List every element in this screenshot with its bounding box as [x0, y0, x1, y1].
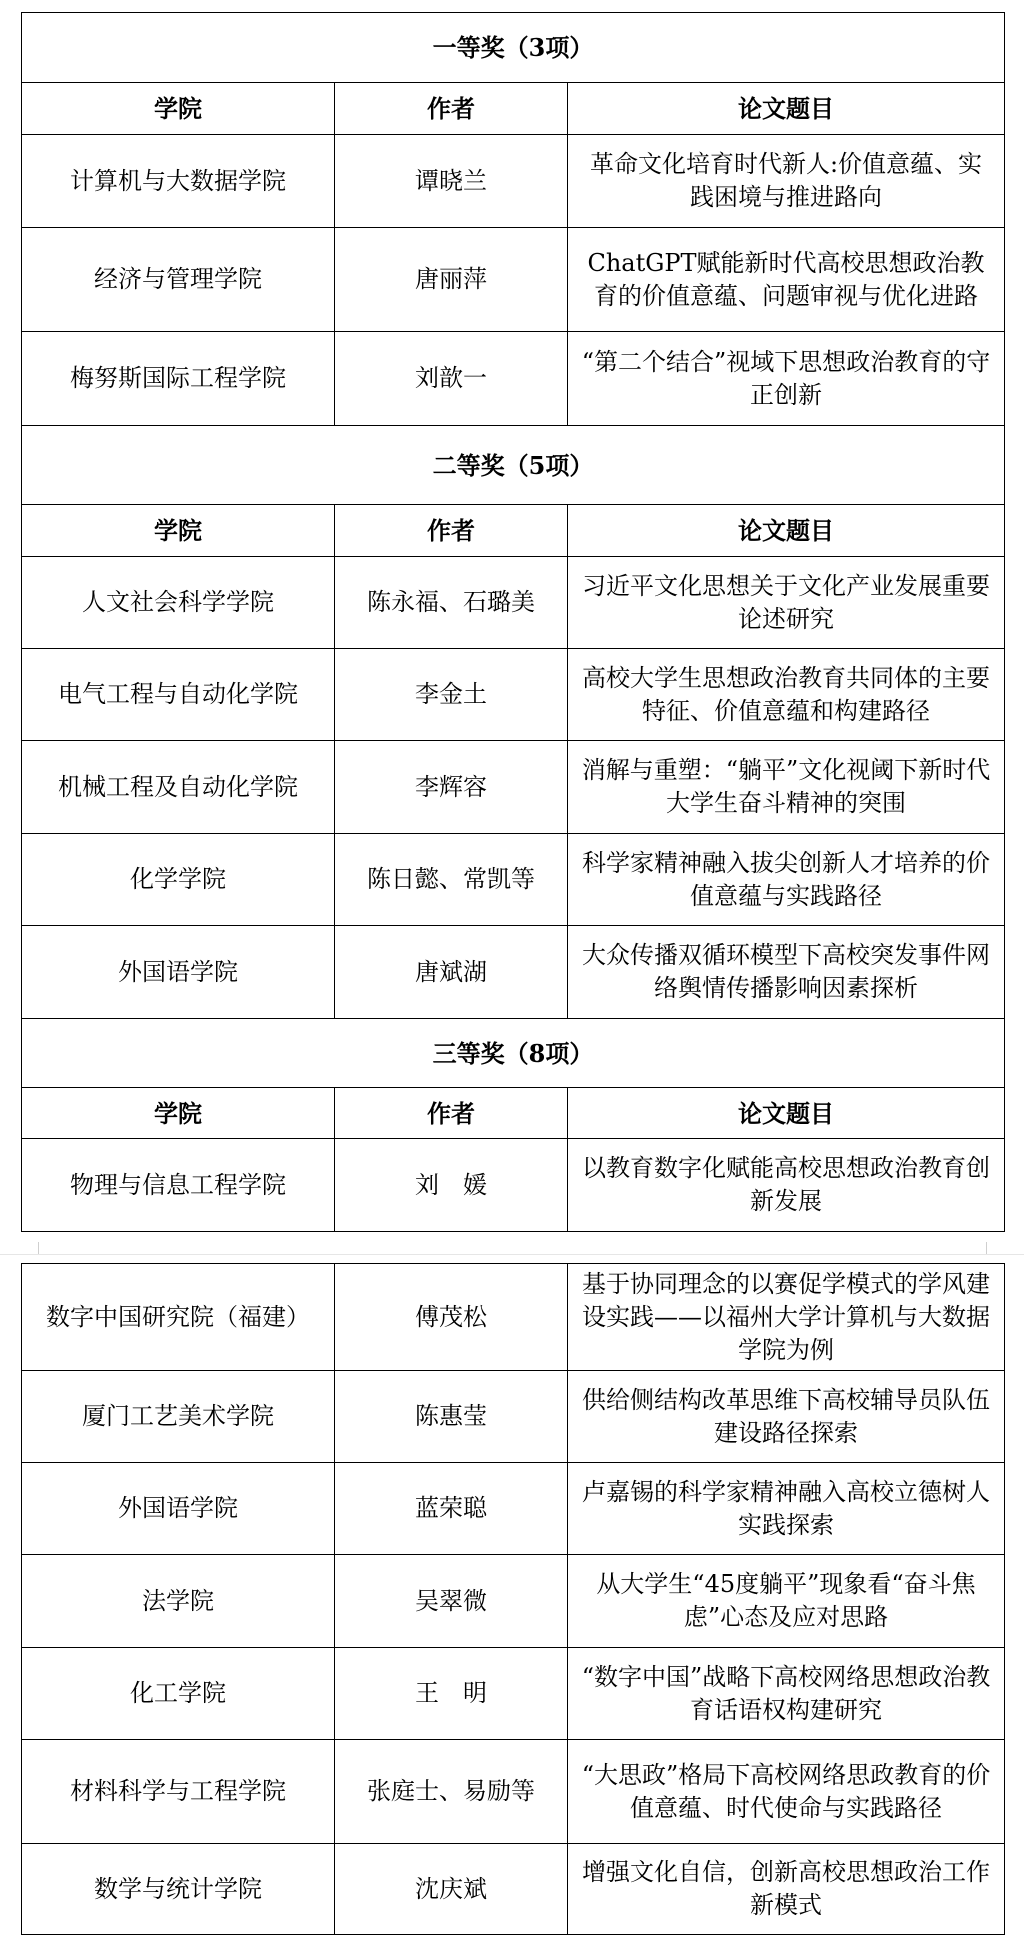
header-author: 作者 [335, 1088, 568, 1139]
table-row [22, 834, 1005, 926]
section-row-third-prize [22, 1019, 1005, 1088]
paper-title-cell: ChatGPT赋能新时代高校思想政治教育的价值意蕴、问题审视与优化进路 [568, 228, 1005, 332]
author-cell: 陈惠莹 [335, 1371, 568, 1463]
table-row [22, 1648, 1005, 1740]
college-cell: 材料科学与工程学院 [22, 1740, 335, 1844]
table-row [22, 135, 1005, 228]
header-college: 学院 [22, 1088, 335, 1139]
page-corner-mark [986, 1242, 987, 1254]
awards-table-page-2 [21, 1263, 1005, 1935]
college-cell: 外国语学院 [22, 1463, 335, 1555]
author-cell: 刘歆一 [335, 332, 568, 426]
author-cell: 唐丽萍 [335, 228, 568, 332]
table-row [22, 1463, 1005, 1555]
college-cell: 物理与信息工程学院 [22, 1139, 335, 1232]
paper-title-cell: 科学家精神融入拔尖创新人才培养的价值意蕴与实践路径 [568, 834, 1005, 926]
college-cell: 电气工程与自动化学院 [22, 649, 335, 741]
section-title-third-prize: 三等奖（8项） [22, 1019, 1005, 1088]
header-title: 论文题目 [568, 83, 1005, 135]
paper-title-cell: 卢嘉锡的科学家精神融入高校立德树人实践探索 [568, 1463, 1005, 1555]
section-title-first-prize: 一等奖（3项） [22, 13, 1005, 83]
author-cell: 张庭士、易励等 [335, 1740, 568, 1844]
table-row [22, 1139, 1005, 1232]
author-cell: 吴翠微 [335, 1555, 568, 1648]
header-author: 作者 [335, 505, 568, 557]
college-cell: 数学与统计学院 [22, 1844, 335, 1935]
paper-title-cell: 革命文化培育时代新人:价值意蕴、实践困境与推进路向 [568, 135, 1005, 228]
section-title-second-prize: 二等奖（5项） [22, 426, 1005, 505]
awards-table-page-1 [21, 12, 1005, 1232]
college-cell: 化工学院 [22, 1648, 335, 1740]
table-row [22, 557, 1005, 649]
header-college: 学院 [22, 83, 335, 135]
table-row [22, 332, 1005, 426]
table-row [22, 1844, 1005, 1935]
table-row [22, 1555, 1005, 1648]
paper-title-cell: 从大学生“45度躺平”现象看“奋斗焦虑”心态及应对思路 [568, 1555, 1005, 1648]
header-title: 论文题目 [568, 1088, 1005, 1139]
author-cell: 李金土 [335, 649, 568, 741]
college-cell: 外国语学院 [22, 926, 335, 1019]
table-row [22, 228, 1005, 332]
author-cell: 谭晓兰 [335, 135, 568, 228]
table-row [22, 741, 1005, 834]
paper-title-cell: 供给侧结构改革思维下高校辅导员队伍建设路径探索 [568, 1371, 1005, 1463]
section-row-first-prize [22, 13, 1005, 83]
header-row [22, 1088, 1005, 1139]
table-row [22, 926, 1005, 1019]
header-college: 学院 [22, 505, 335, 557]
author-cell: 傅茂松 [335, 1264, 568, 1371]
paper-title-cell: 以教育数字化赋能高校思想政治教育创新发展 [568, 1139, 1005, 1232]
page-break-line [0, 1254, 1024, 1256]
author-cell: 蓝荣聪 [335, 1463, 568, 1555]
paper-title-cell: 消解与重塑：“躺平”文化视阈下新时代大学生奋斗精神的突围 [568, 741, 1005, 834]
header-title: 论文题目 [568, 505, 1005, 557]
paper-title-cell: 大众传播双循环模型下高校突发事件网络舆情传播影响因素探析 [568, 926, 1005, 1019]
paper-title-cell: 习近平文化思想关于文化产业发展重要论述研究 [568, 557, 1005, 649]
page-corner-mark [38, 1242, 39, 1254]
author-cell: 陈日懿、常凯等 [335, 834, 568, 926]
author-cell: 沈庆斌 [335, 1844, 568, 1935]
header-author: 作者 [335, 83, 568, 135]
author-cell: 陈永福、石璐美 [335, 557, 568, 649]
college-cell: 机械工程及自动化学院 [22, 741, 335, 834]
paper-title-cell: “数字中国”战略下高校网络思想政治教育话语权构建研究 [568, 1648, 1005, 1740]
author-cell: 唐斌湖 [335, 926, 568, 1019]
table-row [22, 1264, 1005, 1371]
table-row [22, 1371, 1005, 1463]
paper-title-cell: 增强文化自信，创新高校思想政治工作新模式 [568, 1844, 1005, 1935]
paper-title-cell: “第二个结合”视域下思想政治教育的守正创新 [568, 332, 1005, 426]
paper-title-cell: “大思政”格局下高校网络思政教育的价值意蕴、时代使命与实践路径 [568, 1740, 1005, 1844]
college-cell: 数字中国研究院（福建） [22, 1264, 335, 1371]
author-cell: 李辉容 [335, 741, 568, 834]
college-cell: 梅努斯国际工程学院 [22, 332, 335, 426]
header-row [22, 83, 1005, 135]
college-cell: 计算机与大数据学院 [22, 135, 335, 228]
header-row [22, 505, 1005, 557]
table-row [22, 1740, 1005, 1844]
college-cell: 经济与管理学院 [22, 228, 335, 332]
author-cell: 王 明 [335, 1648, 568, 1740]
table-row [22, 649, 1005, 741]
author-cell: 刘 媛 [335, 1139, 568, 1232]
section-row-second-prize [22, 426, 1005, 505]
college-cell: 法学院 [22, 1555, 335, 1648]
paper-title-cell: 高校大学生思想政治教育共同体的主要特征、价值意蕴和构建路径 [568, 649, 1005, 741]
paper-title-cell: 基于协同理念的以赛促学模式的学风建设实践——以福州大学计算机与大数据学院为例 [568, 1264, 1005, 1371]
college-cell: 化学学院 [22, 834, 335, 926]
college-cell: 人文社会科学学院 [22, 557, 335, 649]
college-cell: 厦门工艺美术学院 [22, 1371, 335, 1463]
